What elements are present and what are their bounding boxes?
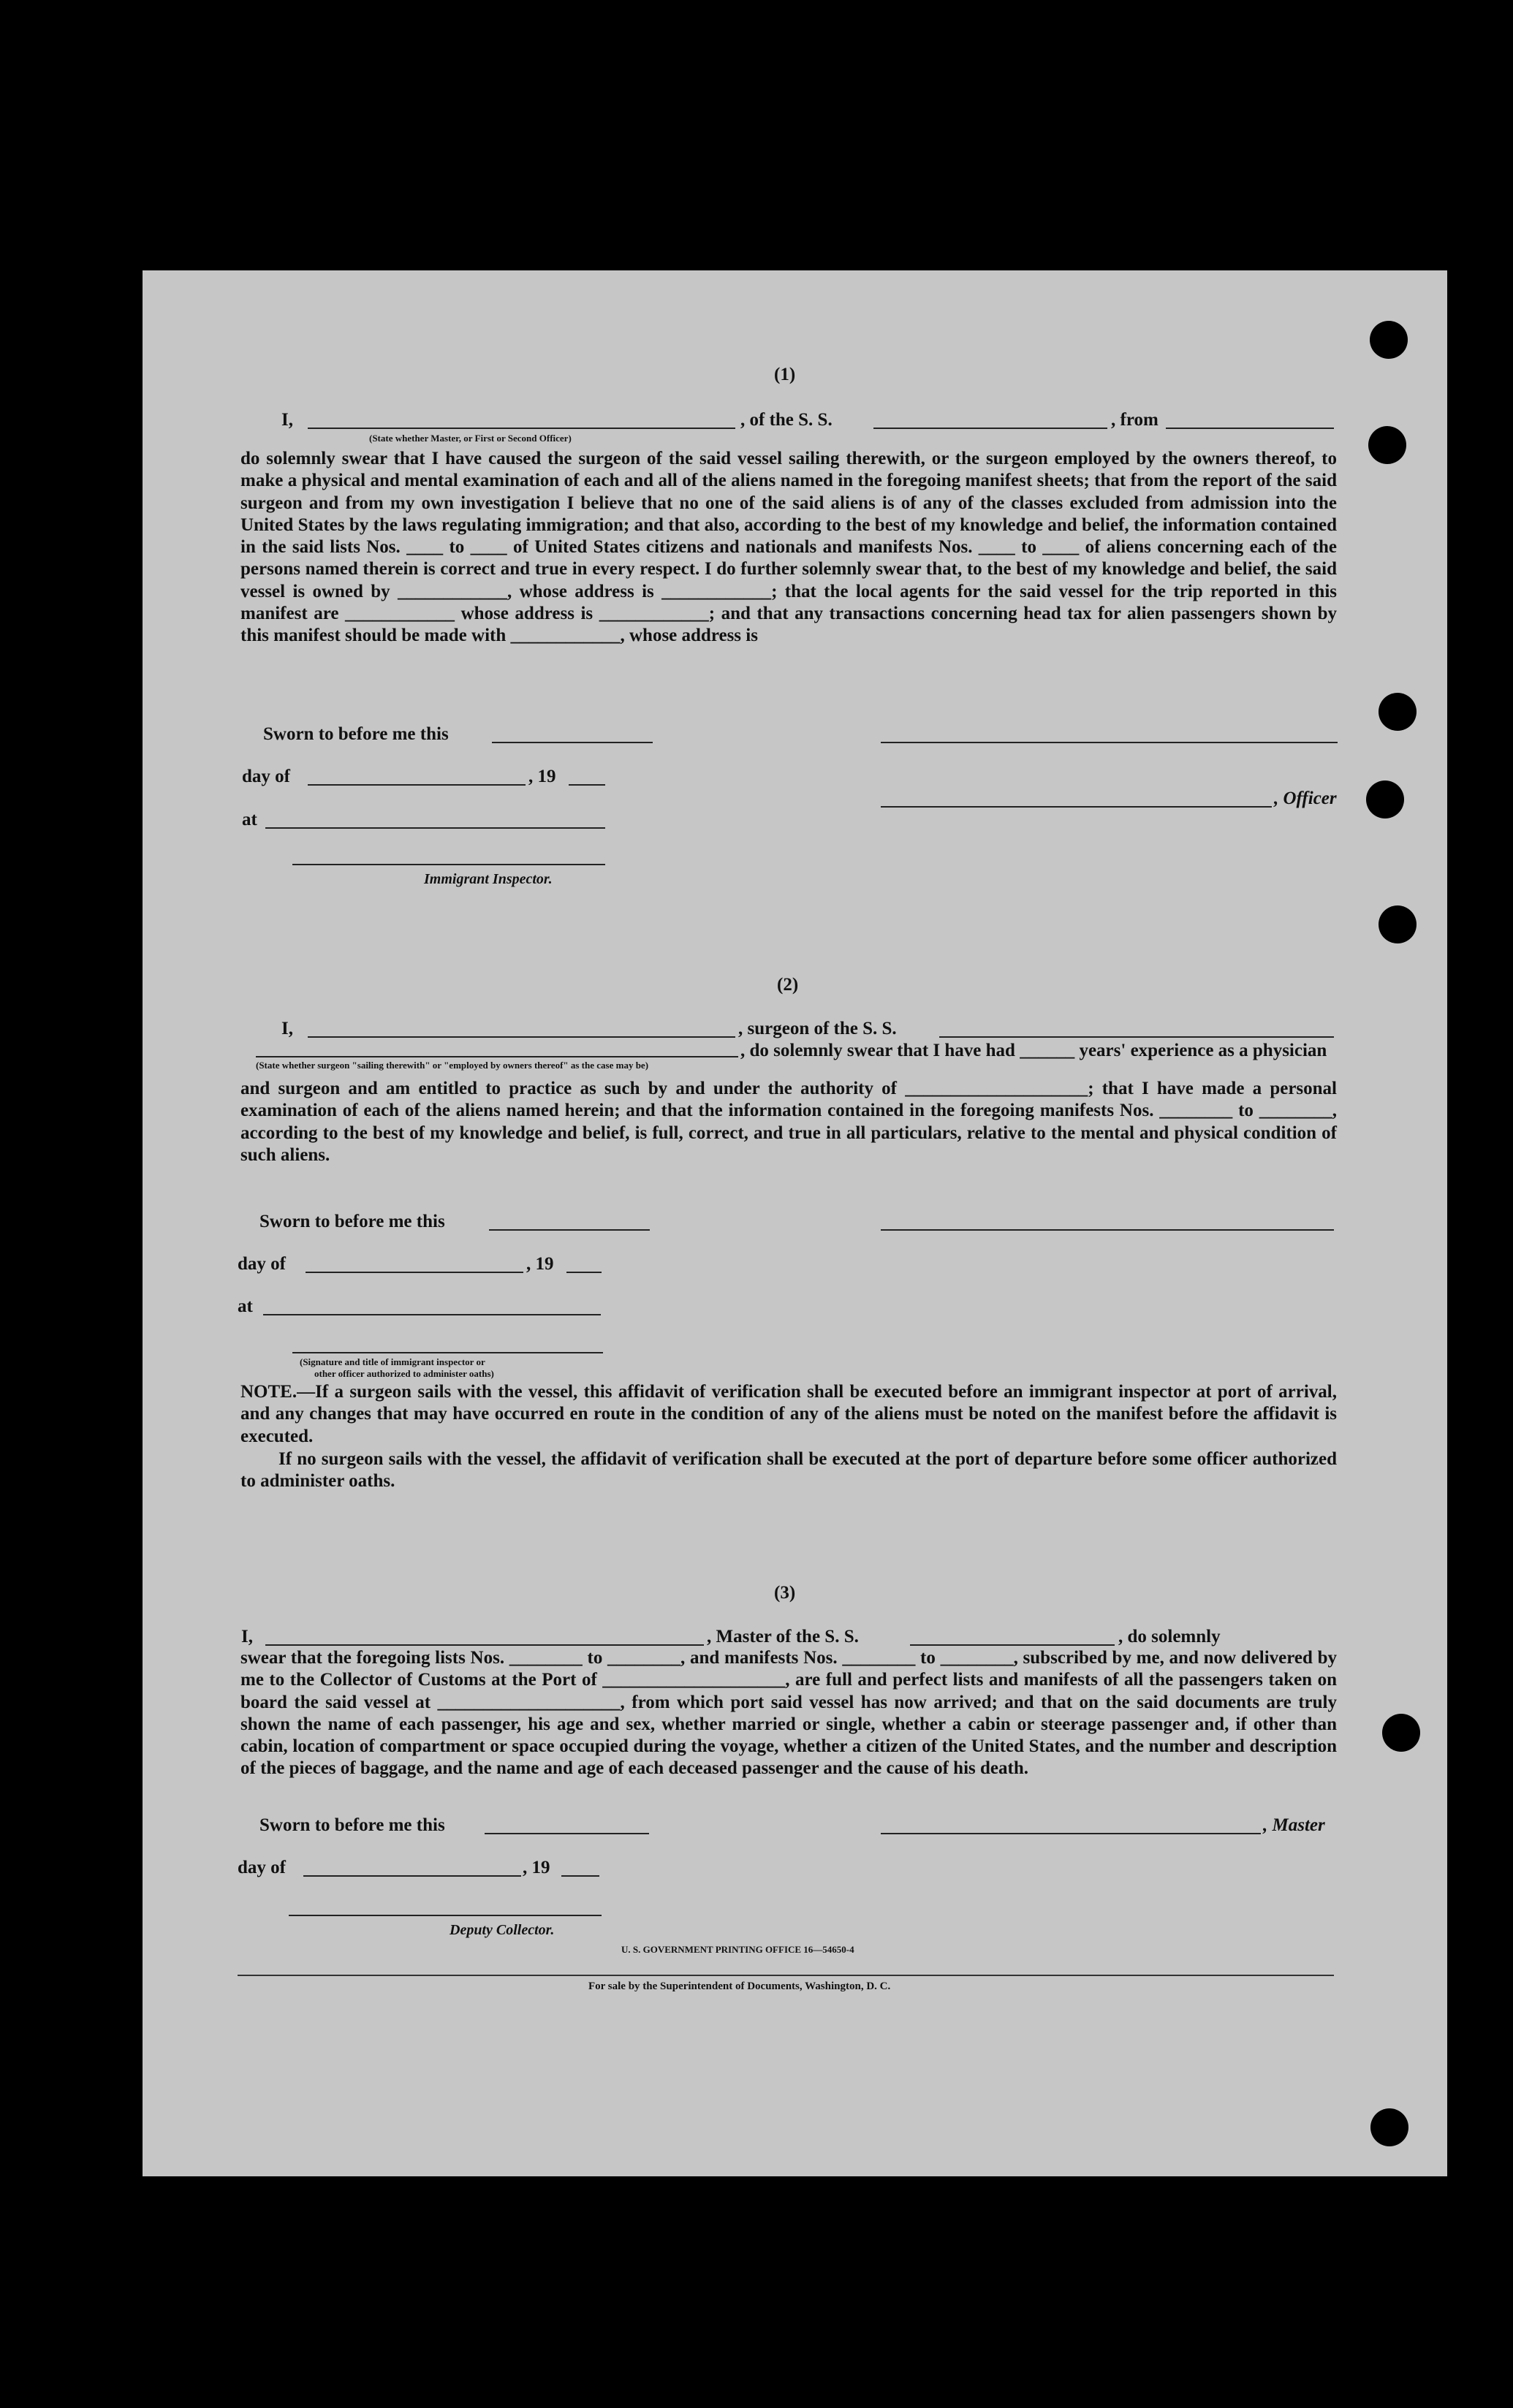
section-3-heading: (3) <box>774 1583 796 1603</box>
footer-rule <box>238 1975 1334 1976</box>
vessel-name-field[interactable] <box>873 428 1107 429</box>
binder-hole-5 <box>1379 905 1417 943</box>
year-label-1: , 19 <box>528 767 556 786</box>
section-2-heading: (2) <box>777 975 799 995</box>
section-3-oath-text: swear that the foregoing lists Nos. ________ to ________, and manifests Nos. ________ to ________, subscribed by me, and now delivered by me to the Collector of Customs at the Port of ____________________, are full and perfect lists and manifests of all the passengers taken on board the said vessel at ____________________, from which port said vessel has now arrived; and that on the said documents are truly shown the name of each passenger, his age and sex, whether married or single, whether a cabin or steerage passenger and, if other than cabin, location of compartment or space occupied during the voyage, whether a citizen of the United States, and the number and description of the pieces of baggage, and the name and age of each deceased passenger and the cause of his death. <box>240 1648 1337 1779</box>
at-place-field-1[interactable] <box>265 827 605 829</box>
master-name-field-3[interactable] <box>265 1644 704 1646</box>
binder-hole-2 <box>1368 426 1406 464</box>
sworn-label-2: Sworn to before me this <box>259 1212 445 1231</box>
manifest-sheet <box>143 270 1447 2176</box>
section-2-oath-text: and surgeon and am entitled to practice as such by and under the authority of ____________________; that I have made a personal examination of each of the aliens named herein; and that the information contained in the foregoing manifests Nos. ________ to ________, according to the best of my knowledge and belief, is full, correct, and true in all particulars, relative to the mental and physical condition of such aliens. <box>240 1079 1337 1165</box>
oath-i-label-3: I, <box>241 1627 253 1647</box>
officer-name-field[interactable] <box>881 742 1338 743</box>
master-of-label: , Master of the S. S. <box>707 1627 859 1647</box>
at-label-2: at <box>238 1296 253 1316</box>
from-label: , from <box>1111 410 1159 430</box>
of-ss-label: , of the S. S. <box>740 410 833 430</box>
binder-hole-6 <box>1382 1714 1420 1752</box>
binder-hole-3 <box>1379 693 1417 731</box>
day-of-label-2: day of <box>238 1254 286 1274</box>
officer-signature-field[interactable] <box>881 806 1272 808</box>
inspector-label: Immigrant Inspector. <box>424 871 553 887</box>
day-month-field-2[interactable] <box>306 1272 523 1273</box>
surgeon-note: (State whether surgeon "sailing therewith" or "employed by owners thereof" as the case may be) <box>256 1060 649 1071</box>
year-label-3: , 19 <box>523 1858 550 1877</box>
sworn-date-field-1[interactable] <box>492 742 653 743</box>
year-field-1[interactable] <box>569 784 605 786</box>
surgeon-status-field[interactable] <box>256 1056 738 1057</box>
signature-title-label-2: other officer authorized to administer oaths) <box>314 1368 494 1379</box>
surgeon-name-field[interactable] <box>308 1036 735 1038</box>
authorized-officer-signature-field[interactable] <box>292 1352 603 1353</box>
signature-title-label-1: (Signature and title of immigrant inspector or <box>300 1356 485 1367</box>
officer-label: , Officer <box>1274 789 1337 808</box>
from-port-field[interactable] <box>1166 428 1334 429</box>
surgeon-signature-field[interactable] <box>881 1229 1334 1231</box>
binder-hole-1 <box>1370 321 1408 359</box>
day-of-label-1: day of <box>242 767 290 786</box>
surgeon-note-paragraph: NOTE.—If a surgeon sails with the vessel, this affidavit of verification shall be executed before an immigrant inspector at port of arrival, and any changes that may have occurred en route in the condition of any of the aliens must be noted on the manifest before the affidavit is executed. <box>240 1382 1337 1446</box>
at-label-1: at <box>242 810 257 829</box>
surgeon-vessel-field[interactable] <box>939 1036 1334 1038</box>
printing-office-line: U. S. GOVERNMENT PRINTING OFFICE 16—54650-4 <box>621 1944 854 1955</box>
binder-hole-7 <box>1370 2108 1408 2146</box>
do-solemnly-label: , do solemnly <box>1118 1627 1221 1647</box>
master-label: , Master <box>1263 1815 1325 1835</box>
for-sale-line: For sale by the Superintendent of Documents, Washington, D. C. <box>588 1980 891 1992</box>
oath-i-label: I, <box>281 410 293 430</box>
surgeon-swear-line: , do solemnly swear that I have had ______ years' experience as a physician <box>740 1041 1327 1060</box>
binder-hole-4 <box>1366 780 1404 819</box>
sworn-label-3: Sworn to before me this <box>259 1815 445 1835</box>
master-vessel-field[interactable] <box>910 1644 1115 1646</box>
collector-label: Deputy Collector. <box>450 1922 555 1938</box>
collector-signature-field[interactable] <box>289 1915 602 1916</box>
role-note: (State whether Master, or First or Second Officer) <box>369 433 572 444</box>
inspector-signature-field[interactable] <box>292 864 605 865</box>
sworn-date-field-2[interactable] <box>489 1229 650 1231</box>
year-field-3[interactable] <box>561 1875 599 1877</box>
day-month-field-3[interactable] <box>303 1875 521 1877</box>
sworn-date-field-3[interactable] <box>485 1833 649 1834</box>
year-field-2[interactable] <box>566 1272 602 1273</box>
section-1-oath-text: do solemnly swear that I have caused the surgeon of the said vessel sailing therewith, or the surgeon employed by the owners thereof, to make a physical and mental examination of each and all of the aliens named in the foregoing manifest sheets; that from the report of the said surgeon and from my own investigation I believe that no one of the said aliens is of any of the classes excluded from admission into the United States by the laws regulating immigration; and that also, according to the best of my knowledge and belief, the information contained in the said lists Nos. ____ to ____ of United States citizens and nationals and manifests Nos. ____ to ____ of aliens concerning each of the persons named therein is correct and true in every respect. I do further solemnly swear that, to the best of my knowledge and belief, the said vessel is owned by ____________, whose address is ____________; that the local agents for the said vessel for the trip reported in this manifest are ____________ whose address is ____________; and that any transactions concerning head tax for alien passengers shown by this manifest should be made with ____________, whose address is <box>240 449 1337 646</box>
master-name-field[interactable] <box>308 428 735 429</box>
master-signature-field[interactable] <box>881 1833 1261 1834</box>
sworn-label-1: Sworn to before me this <box>263 724 449 744</box>
at-place-field-2[interactable] <box>263 1314 601 1315</box>
no-surgeon-note-paragraph: If no surgeon sails with the vessel, the affidavit of verification shall be executed at the port of departure before some officer authorized to administer oaths. <box>240 1449 1337 1492</box>
section-1-heading: (1) <box>774 365 796 384</box>
day-month-field-1[interactable] <box>308 784 526 786</box>
day-of-label-3: day of <box>238 1858 286 1877</box>
oath-i-label-2: I, <box>281 1019 293 1038</box>
year-label-2: , 19 <box>526 1254 554 1274</box>
surgeon-of-label: , surgeon of the S. S. <box>738 1019 897 1038</box>
